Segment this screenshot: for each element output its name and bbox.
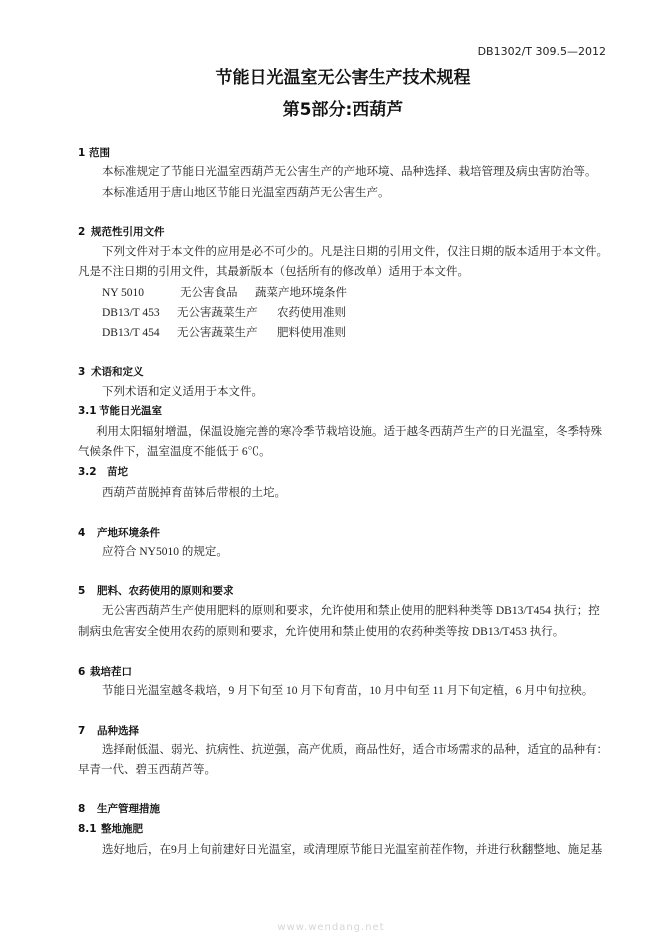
- section-number: 1: [78, 147, 86, 159]
- paragraph-line: 气候条件下，温室温度不能低于 6℃。: [78, 446, 271, 458]
- term-3-2-heading: [78, 465, 578, 479]
- reference-title: 肥料使用准则: [277, 327, 346, 339]
- section-number: 2: [78, 226, 86, 238]
- section-number: 3: [78, 366, 86, 378]
- section-title: 栽培茬口: [90, 666, 132, 678]
- paragraph-line: 西葫芦苗脱掉育苗钵后带根的土坨。: [102, 487, 286, 499]
- paragraph-line: 本标准规定了节能日光温室西葫芦无公害生产的产地环境、品种选择、栽培管理及病虫害防治等。: [102, 166, 597, 178]
- paragraph-line: 选择耐低温、弱光、抗病性、抗逆强，高产优质，商品性好，适合市场需求的品种，适宜的品种有：: [102, 744, 608, 756]
- reference-category: 无公害蔬菜生产: [177, 307, 258, 319]
- paragraph-line: 无公害西葫芦生产使用肥料的原则和要求，允许使用和禁止使用的肥料种类等 DB13/T454 执行；控: [102, 605, 600, 617]
- document-part-title: 第5部分:西葫芦: [282, 100, 404, 120]
- paragraph-line: 制病虫危害安全使用农药的原则和要求，允许使用和禁止使用的农药种类等按 DB13/T453 执行。: [78, 626, 565, 638]
- section-5-heading: [78, 584, 578, 598]
- section-7-heading: [78, 724, 578, 738]
- section-title: 范围: [89, 147, 110, 159]
- section-6-heading: [78, 665, 578, 679]
- subsection-8-1-heading: [78, 822, 578, 836]
- subsection-number: 8.1: [78, 823, 97, 835]
- term-3-1-heading: [78, 404, 578, 418]
- watermark: www.wendang.net: [277, 922, 385, 933]
- paragraph-line: 利用太阳辐射增温，保温设施完善的寒冷季节栽培设施。适于越冬西葫芦生产的日光温室，冬季特殊: [96, 426, 602, 438]
- term-number: 3.1: [78, 405, 97, 417]
- section-title: 术语和定义: [91, 366, 144, 378]
- term-title: 苗坨: [107, 466, 128, 478]
- section-2-heading: [78, 225, 578, 239]
- section-title: 生产管理措施: [97, 803, 160, 815]
- reference-category: 无公害食品: [180, 287, 238, 299]
- reference-category: 无公害蔬菜生产: [177, 327, 258, 339]
- section-title: 肥料、农药使用的原则和要求: [97, 585, 234, 597]
- section-number: 5: [78, 585, 86, 597]
- section-title: 品种选择: [97, 725, 139, 737]
- reference-code: NY 5010: [102, 287, 145, 299]
- paragraph-line: 凡是不注日期的引用文件，其最新版本（包括所有的修改单）适用于本文件。: [78, 266, 469, 278]
- paragraph-line: 早青一代、碧玉西葫芦等。: [78, 764, 216, 776]
- paragraph-line: 选好地后，在9月上旬前建好日光温室，或清理原节能日光温室前茬作物，并进行秋翻整地、施足基: [102, 844, 603, 856]
- section-number: 8: [78, 803, 86, 815]
- term-title: 节能日光温室: [99, 405, 162, 417]
- paragraph-line: 应符合 NY5010 的规定。: [102, 546, 228, 558]
- paragraph-line: 下列术语和定义适用于本文件。: [102, 386, 263, 398]
- document-title: 节能日光温室无公害生产技术规程: [215, 68, 471, 88]
- section-3-heading: [78, 365, 578, 379]
- paragraph-line: 节能日光温室越冬栽培，9 月下旬至 10 月下旬育苗，10 月中旬至 11 月下旬定植，6 月中旬拉秧。: [102, 685, 594, 697]
- section-title: 规范性引用文件: [91, 226, 165, 238]
- section-number: 7: [78, 725, 86, 737]
- section-number: 4: [78, 527, 86, 539]
- section-8-heading: [78, 802, 578, 816]
- reference-title: 农药使用准则: [277, 307, 346, 319]
- section-4-heading: [78, 526, 578, 540]
- reference-code: DB13/T 453: [102, 307, 160, 319]
- section-title: 产地环境条件: [97, 527, 160, 539]
- term-number: 3.2: [78, 466, 97, 478]
- reference-title: 蔬菜产地环境条件: [255, 287, 347, 299]
- reference-code: DB13/T 454: [102, 327, 160, 339]
- section-1-heading: [78, 146, 578, 160]
- standard-code: DB1302/T 309.5—2012: [477, 45, 606, 58]
- paragraph-line: 下列文件对于本文件的应用是必不可少的。凡是注日期的引用文件，仅注日期的版本适用于本文件。: [102, 246, 608, 258]
- subsection-title: 整地施肥: [101, 823, 143, 835]
- section-number: 6: [78, 666, 86, 678]
- paragraph-line: 本标准适用于唐山地区节能日光温室西葫芦无公害生产。: [102, 187, 390, 199]
